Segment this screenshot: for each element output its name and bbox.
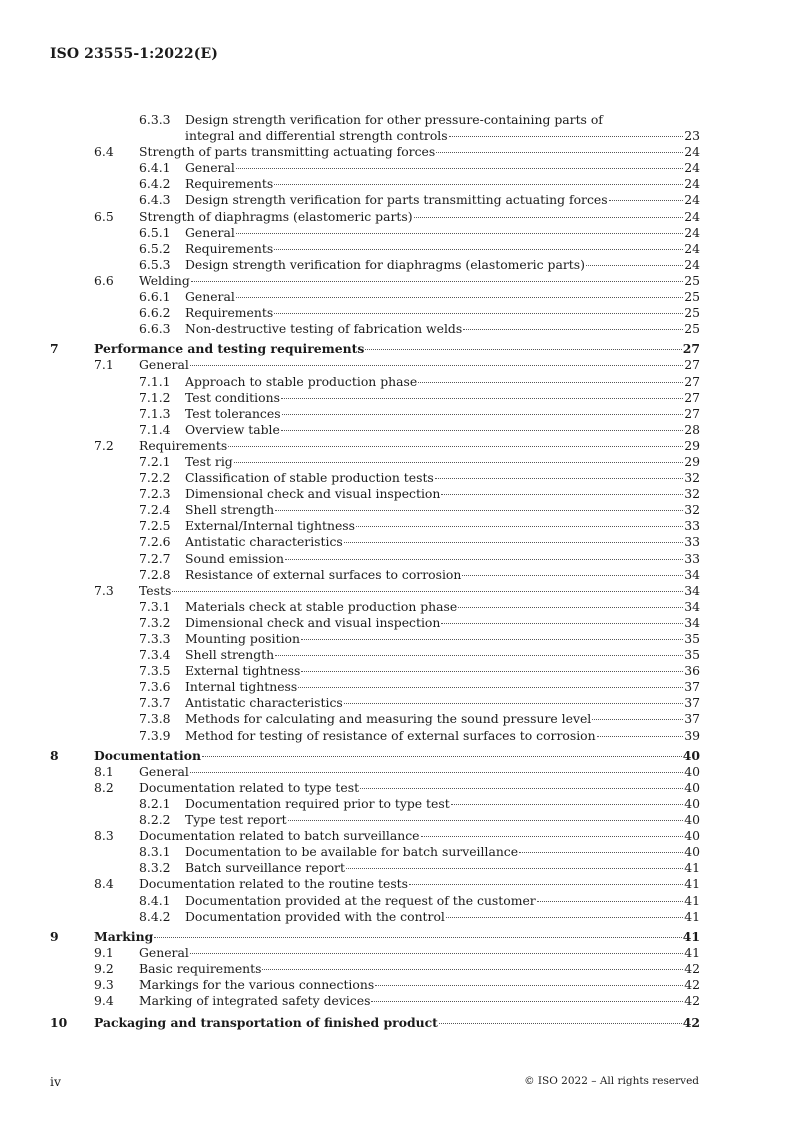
toc-number: 7.1 <box>94 357 114 373</box>
toc-title: General <box>139 944 189 960</box>
toc-page-number: 29 <box>684 437 700 453</box>
toc-number: 6.6.3 <box>139 321 171 337</box>
toc-title: General <box>139 357 189 373</box>
toc-entry[interactable] <box>50 945 700 961</box>
toc-page-number: 41 <box>684 944 700 960</box>
toc-entry[interactable] <box>50 828 700 844</box>
toc-entry[interactable] <box>50 663 700 679</box>
toc-number: 8.3.1 <box>139 844 171 860</box>
toc-entry[interactable] <box>50 567 700 583</box>
toc-title: Test tolerances <box>185 405 281 421</box>
toc-entry[interactable] <box>50 599 700 615</box>
dot-leader <box>436 152 683 153</box>
toc-clause-entry[interactable] <box>50 341 700 357</box>
toc-page-number: 35 <box>684 647 700 663</box>
toc-page-number: 25 <box>684 272 700 288</box>
toc-entry[interactable] <box>50 711 700 727</box>
toc-title: General <box>185 160 235 176</box>
toc-page-number: 27 <box>684 389 700 405</box>
toc-number: 6.4.1 <box>139 160 171 176</box>
dot-leader <box>275 510 683 511</box>
dot-leader <box>282 414 684 415</box>
toc-title: Requirements <box>139 437 228 453</box>
toc-page-number: 33 <box>684 550 700 566</box>
toc-number: 9 <box>50 928 59 944</box>
toc-entry[interactable] <box>50 374 700 390</box>
toc-title-line-2: integral and differential strength controls <box>185 128 448 144</box>
toc-title: Markings for the various connections <box>139 976 375 992</box>
toc-number: 8.4.1 <box>139 892 171 908</box>
dot-leader <box>344 703 683 704</box>
toc-title: Strength of diaphragms (elastomeric parts) <box>139 208 413 224</box>
toc-entry[interactable] <box>50 357 700 373</box>
toc-entry[interactable] <box>50 780 700 796</box>
toc-title: General <box>139 763 189 779</box>
toc-page-number: 37 <box>684 679 700 695</box>
dot-leader <box>190 953 683 954</box>
toc-title: Documentation <box>94 747 202 763</box>
toc-entry[interactable] <box>50 321 700 337</box>
toc-entry[interactable] <box>50 289 700 305</box>
toc-number: 9.1 <box>94 944 114 960</box>
toc-page-number: 42 <box>684 960 700 976</box>
toc-title: Batch surveillance report <box>185 860 345 876</box>
toc-page-number: 24 <box>684 192 700 208</box>
toc-clause-entry[interactable] <box>50 748 700 764</box>
toc-entry[interactable] <box>50 406 700 422</box>
toc-entry[interactable] <box>50 961 700 977</box>
toc-page-number: 42 <box>682 1015 700 1031</box>
toc-page-number: 40 <box>684 844 700 860</box>
toc-entry[interactable] <box>50 844 700 860</box>
toc-number: 6.5.2 <box>139 240 171 256</box>
dot-leader <box>191 281 683 282</box>
table-of-contents <box>50 112 700 1031</box>
toc-entry[interactable] <box>50 112 700 144</box>
dot-leader <box>414 217 684 218</box>
toc-title: Test conditions <box>185 389 280 405</box>
toc-title: External/Internal tightness <box>185 518 356 534</box>
toc-entry[interactable] <box>50 583 700 599</box>
toc-number: 7.1.1 <box>139 373 171 389</box>
toc-number: 7.3.7 <box>139 695 171 711</box>
toc-number: 8 <box>50 747 59 763</box>
toc-title: General <box>185 224 235 240</box>
toc-number: 8.1 <box>94 763 114 779</box>
dot-leader <box>356 526 683 527</box>
toc-entry[interactable] <box>50 273 700 289</box>
toc-number: 7.2.2 <box>139 470 171 486</box>
toc-entry[interactable] <box>50 390 700 406</box>
page-number: iv <box>50 1074 61 1089</box>
toc-title: Internal tightness <box>185 679 298 695</box>
toc-page-number: 25 <box>684 305 700 321</box>
dot-leader <box>360 788 683 789</box>
toc-number: 7.2 <box>94 437 114 453</box>
toc-title-line-1: Design strength verification for other pressure-containing parts of <box>185 112 603 127</box>
dot-leader <box>274 249 683 250</box>
toc-title: Basic requirements <box>139 960 262 976</box>
toc-page-number: 40 <box>682 747 700 763</box>
toc-number: 7 <box>50 341 59 357</box>
toc-title: Classification of stable production tests <box>185 470 434 486</box>
toc-page-number: 34 <box>684 582 700 598</box>
dot-leader <box>190 365 683 366</box>
dot-leader <box>172 591 683 592</box>
toc-title: External tightness <box>185 663 301 679</box>
toc-entry[interactable] <box>50 812 700 828</box>
toc-entry[interactable] <box>50 438 700 454</box>
toc-entry[interactable] <box>50 728 700 744</box>
toc-title: Test rig <box>185 453 233 469</box>
dot-leader <box>462 575 683 576</box>
dot-leader <box>202 756 682 757</box>
toc-number: 7.2.6 <box>139 534 171 550</box>
dot-leader <box>275 655 683 656</box>
toc-number: 7.2.5 <box>139 518 171 534</box>
dot-leader <box>586 265 683 266</box>
toc-page-number: 27 <box>682 341 700 357</box>
toc-page-number: 25 <box>684 321 700 337</box>
toc-entry[interactable] <box>50 144 700 160</box>
toc-title: Sound emission <box>185 550 284 566</box>
dot-leader <box>441 494 683 495</box>
dot-leader <box>365 349 681 350</box>
toc-page-number: 37 <box>684 711 700 727</box>
toc-title: Packaging and transportation of finished product <box>94 1015 438 1031</box>
toc-page-number: 27 <box>684 373 700 389</box>
toc-page-number: 33 <box>684 518 700 534</box>
toc-title: Type test report <box>185 812 287 828</box>
toc-number: 7.2.8 <box>139 566 171 582</box>
dot-leader <box>421 836 684 837</box>
toc-number: 8.4.2 <box>139 908 171 924</box>
toc-page-number: 41 <box>682 928 700 944</box>
dot-leader <box>409 884 683 885</box>
toc-title: Requirements <box>185 176 274 192</box>
toc-page-number: 34 <box>684 614 700 630</box>
toc-page-number: 24 <box>684 224 700 240</box>
dot-leader <box>301 671 683 672</box>
toc-number: 6.5.3 <box>139 256 171 272</box>
toc-page-number: 40 <box>684 779 700 795</box>
toc-entry[interactable] <box>50 160 700 176</box>
toc-number: 8.4 <box>94 876 114 892</box>
document-id: ISO 23555-1:2022(E) <box>50 46 218 62</box>
toc-title: Antistatic characteristics <box>185 534 343 550</box>
dot-leader <box>298 687 683 688</box>
toc-number: 7.3.9 <box>139 727 171 743</box>
toc-title: Welding <box>139 272 190 288</box>
toc-title: Documentation provided at the request of the customer <box>185 892 536 908</box>
toc-page-number: 24 <box>684 144 700 160</box>
copyright-notice: © ISO 2022 – All rights reserved <box>524 1075 699 1087</box>
toc-number: 8.3 <box>94 828 114 844</box>
toc-page-number: 41 <box>684 860 700 876</box>
dot-leader <box>597 736 684 737</box>
toc-title: Documentation to be available for batch surveillance <box>185 844 519 860</box>
toc-title: Strength of parts transmitting actuating forces <box>139 144 436 160</box>
toc-number: 7.3.1 <box>139 598 171 614</box>
toc-title: Non-destructive testing of fabrication welds <box>185 321 463 337</box>
toc-entry[interactable] <box>50 257 700 273</box>
toc-title: Performance and testing requirements <box>94 341 365 357</box>
dot-leader <box>463 329 683 330</box>
dot-leader <box>449 136 684 137</box>
toc-title: Shell strength <box>185 502 275 518</box>
toc-entry[interactable] <box>50 486 700 502</box>
toc-number: 7.3.8 <box>139 711 171 727</box>
toc-entry[interactable] <box>50 502 700 518</box>
toc-number: 6.6.2 <box>139 305 171 321</box>
dot-leader <box>236 233 683 234</box>
toc-entry[interactable] <box>50 695 700 711</box>
toc-page-number: 42 <box>684 993 700 1009</box>
toc-page-number: 40 <box>684 795 700 811</box>
toc-page-number: 24 <box>684 208 700 224</box>
toc-number: 6.4.3 <box>139 192 171 208</box>
toc-page-number: 27 <box>684 357 700 373</box>
dot-leader <box>346 868 683 869</box>
toc-entry[interactable] <box>50 470 700 486</box>
toc-number: 6.6.1 <box>139 289 171 305</box>
toc-page-number: 36 <box>684 663 700 679</box>
toc-entry[interactable] <box>50 241 700 257</box>
toc-number: 9.2 <box>94 960 114 976</box>
toc-page-number: 40 <box>684 828 700 844</box>
toc-page-number: 40 <box>684 812 700 828</box>
toc-title: Documentation related to the routine tests <box>139 876 409 892</box>
dot-leader <box>236 297 683 298</box>
toc-entry[interactable] <box>50 679 700 695</box>
toc-number: 9.4 <box>94 993 114 1009</box>
toc-number: 7.3.3 <box>139 631 171 646</box>
dot-leader <box>451 804 684 805</box>
toc-title: Mounting position <box>185 631 300 646</box>
toc-number: 7.3.4 <box>139 647 171 663</box>
toc-number: 7.2.3 <box>139 486 171 502</box>
toc-number: 7.3.5 <box>139 663 171 679</box>
toc-page-number: 32 <box>684 486 700 502</box>
toc-page-number: 41 <box>684 876 700 892</box>
toc-number: 7.3 <box>94 582 114 598</box>
toc-number: 10 <box>50 1015 68 1031</box>
toc-title: Design strength verification for parts transmitting actuating forces <box>185 192 608 208</box>
toc-page-number: 23 <box>684 128 700 144</box>
toc-title: Resistance of external surfaces to corrosion <box>185 566 462 582</box>
toc-page-number: 24 <box>684 176 700 192</box>
toc-page-number: 42 <box>684 976 700 992</box>
dot-leader <box>446 917 683 918</box>
toc-title: Requirements <box>185 240 274 256</box>
toc-title: Dimensional check and visual inspection <box>185 486 441 502</box>
dot-leader <box>281 430 683 431</box>
toc-entry[interactable] <box>50 893 700 909</box>
toc-title: Design strength verification for diaphragms (elastomeric parts) <box>185 256 585 272</box>
toc-page-number: 32 <box>684 470 700 486</box>
dot-leader <box>262 969 683 970</box>
toc-page-number: 25 <box>684 289 700 305</box>
toc-entry[interactable] <box>50 454 700 470</box>
toc-page-number: 40 <box>684 763 700 779</box>
toc-entry[interactable] <box>50 551 700 567</box>
toc-entry[interactable] <box>50 631 700 647</box>
toc-title: Materials check at stable production phase <box>185 598 458 614</box>
toc-number: 7.1.4 <box>139 421 171 437</box>
toc-title: Requirements <box>185 305 274 321</box>
toc-number: 6.3.3 <box>139 112 171 127</box>
toc-entry[interactable] <box>50 192 700 208</box>
dot-leader <box>281 398 683 399</box>
dot-leader <box>371 1001 683 1002</box>
toc-entry[interactable] <box>50 209 700 225</box>
toc-entry[interactable] <box>50 764 700 780</box>
toc-page-number: 29 <box>684 453 700 469</box>
toc-title: Marking <box>94 928 154 944</box>
toc-number: 7.2.4 <box>139 502 171 518</box>
toc-title: Overview table <box>185 421 280 437</box>
toc-entry[interactable] <box>50 225 700 241</box>
toc-title: Tests <box>139 582 172 598</box>
dot-leader <box>154 937 682 938</box>
toc-title: Approach to stable production phase <box>185 373 418 389</box>
dot-leader <box>285 559 683 560</box>
toc-title: Shell strength <box>185 647 275 663</box>
dot-leader <box>274 184 683 185</box>
toc-entry[interactable] <box>50 176 700 192</box>
toc-entry[interactable] <box>50 518 700 534</box>
toc-number: 6.6 <box>94 272 114 288</box>
toc-title: Documentation required prior to type test <box>185 795 450 811</box>
dot-leader <box>228 446 683 447</box>
dot-leader <box>274 313 683 314</box>
toc-page-number: 41 <box>684 908 700 924</box>
toc-title: Dimensional check and visual inspection <box>185 614 441 630</box>
toc-number: 7.2.7 <box>139 550 171 566</box>
toc-entry[interactable] <box>50 615 700 631</box>
toc-page-number: 28 <box>684 421 700 437</box>
toc-page-number: 39 <box>684 727 700 743</box>
toc-number: 8.2 <box>94 779 114 795</box>
dot-leader <box>519 852 683 853</box>
dot-leader <box>441 623 683 624</box>
toc-clause-entry[interactable] <box>50 1015 700 1031</box>
toc-number: 6.5.1 <box>139 224 171 240</box>
toc-page-number: 34 <box>684 598 700 614</box>
toc-number: 7.3.6 <box>139 679 171 695</box>
toc-number: 9.3 <box>94 976 114 992</box>
toc-entry[interactable] <box>50 993 700 1009</box>
toc-page-number: 37 <box>684 695 700 711</box>
toc-entry[interactable] <box>50 796 700 812</box>
toc-number: 6.4.2 <box>139 176 171 192</box>
dot-leader <box>190 772 683 773</box>
toc-number: 7.1.3 <box>139 405 171 421</box>
dot-leader <box>301 639 683 640</box>
toc-page-number: 33 <box>684 534 700 550</box>
toc-page-number: 35 <box>684 631 700 646</box>
dot-leader <box>418 382 683 383</box>
dot-leader <box>537 901 683 902</box>
toc-page-number: 27 <box>684 405 700 421</box>
toc-page-number: 32 <box>684 502 700 518</box>
dot-leader <box>458 607 683 608</box>
toc-entry[interactable] <box>50 876 700 892</box>
toc-page-number: 24 <box>684 160 700 176</box>
toc-entry[interactable] <box>50 977 700 993</box>
dot-leader <box>439 1023 682 1024</box>
toc-title: Methods for calculating and measuring the sound pressure level <box>185 711 592 727</box>
toc-page-number: 24 <box>684 240 700 256</box>
toc-entry[interactable] <box>50 534 700 550</box>
toc-entry[interactable] <box>50 422 700 438</box>
toc-title: Method for testing of resistance of external surfaces to corrosion <box>185 727 596 743</box>
toc-number: 8.3.2 <box>139 860 171 876</box>
toc-number: 8.2.2 <box>139 812 171 828</box>
toc-entry[interactable] <box>50 860 700 876</box>
dot-leader <box>435 478 683 479</box>
toc-number: 7.3.2 <box>139 614 171 630</box>
toc-entry[interactable] <box>50 305 700 321</box>
toc-title: Marking of integrated safety devices <box>139 993 371 1009</box>
toc-number: 7.2.1 <box>139 453 171 469</box>
dot-leader <box>609 200 684 201</box>
toc-page-number: 24 <box>684 256 700 272</box>
toc-title: Documentation related to batch surveillance <box>139 828 420 844</box>
dot-leader <box>344 542 683 543</box>
toc-number: 6.4 <box>94 144 114 160</box>
toc-entry[interactable] <box>50 647 700 663</box>
toc-clause-entry[interactable] <box>50 929 700 945</box>
toc-number: 7.1.2 <box>139 389 171 405</box>
dot-leader <box>375 985 683 986</box>
toc-number: 6.5 <box>94 208 114 224</box>
dot-leader <box>288 820 684 821</box>
toc-title: Documentation provided with the control <box>185 908 445 924</box>
dot-leader <box>234 462 683 463</box>
toc-entry[interactable] <box>50 909 700 925</box>
dot-leader <box>592 719 683 720</box>
toc-title: Documentation related to type test <box>139 779 360 795</box>
toc-number: 8.2.1 <box>139 795 171 811</box>
dot-leader <box>236 168 683 169</box>
toc-page-number: 41 <box>684 892 700 908</box>
toc-title: General <box>185 289 235 305</box>
toc-title: Antistatic characteristics <box>185 695 343 711</box>
toc-page-number: 34 <box>684 566 700 582</box>
